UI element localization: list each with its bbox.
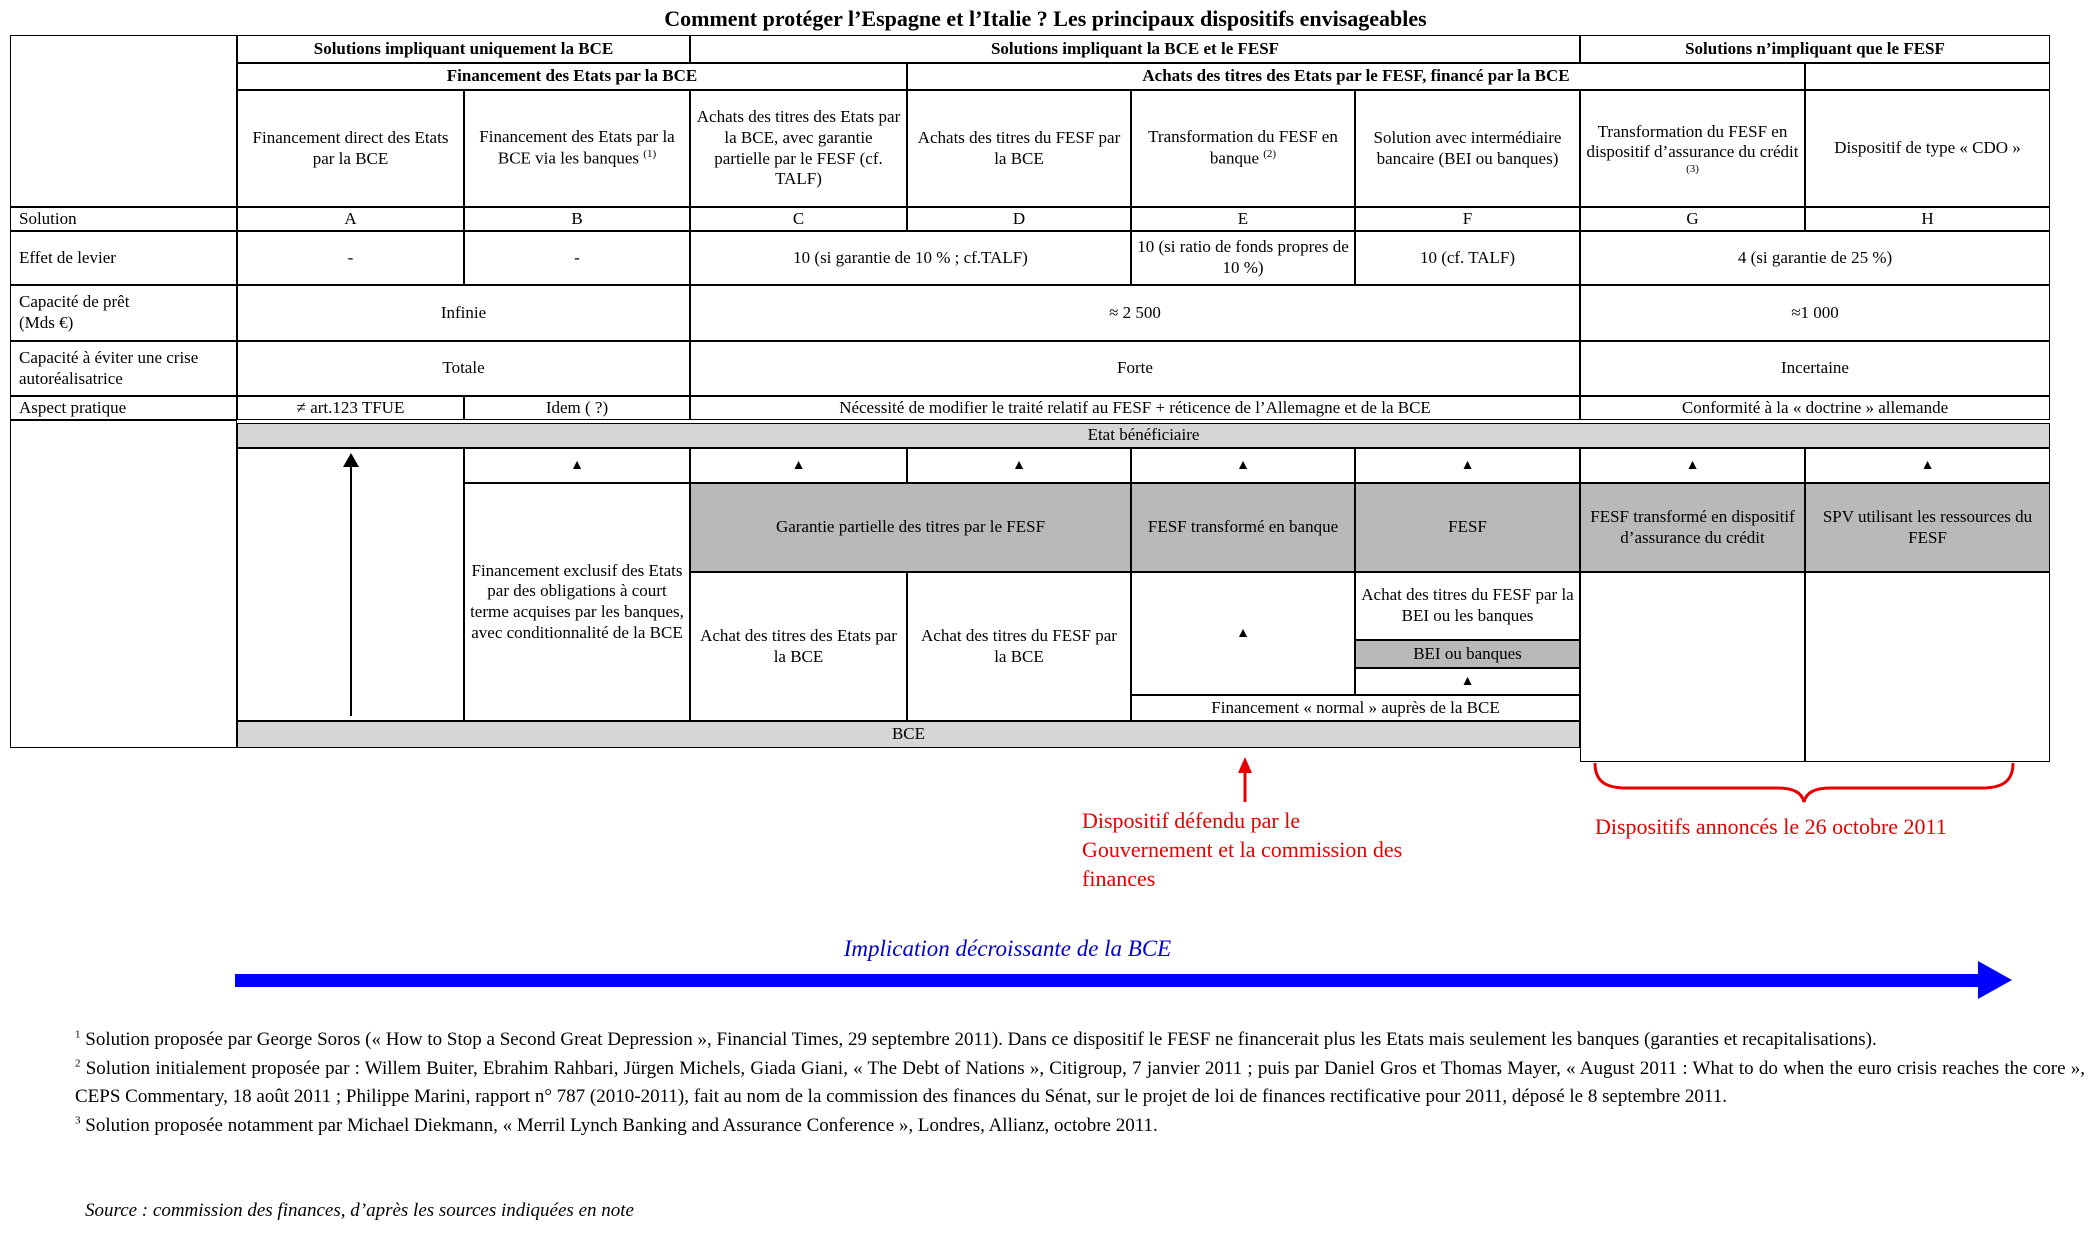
up-triangle-icon: ▲ <box>1131 572 1355 695</box>
footnote-3 <box>75 1112 2085 1141</box>
achat-titres-fesf-bei-cell: Achat des titres du FESF par la BEI ou les banques <box>1355 572 1580 640</box>
footnote-2-sup: 2 <box>75 1057 81 1070</box>
col-desc-g: Transformation du FESF en dispositif d’assurance du crédit (3) <box>1580 90 1805 207</box>
fesf-assurance-credit-box: FESF transformé en dispositif d’assurance du crédit <box>1580 483 1805 572</box>
col-desc-h: Dispositif de type « CDO » <box>1805 90 2050 207</box>
achat-titres-etats-bce-cell: Achat des titres des Etats par la BCE <box>690 572 907 721</box>
levier-cd: 10 (si garantie de 10 % ; cf.TALF) <box>690 231 1131 285</box>
column-a-arrow-cell <box>237 448 464 721</box>
source-line: Source : commission des finances, d’après les sources indiquées en note <box>85 1200 634 1221</box>
footnotes <box>75 1026 2085 1140</box>
blue-arrow-shaft <box>235 974 1980 987</box>
capacite-ab: Infinie <box>237 285 690 341</box>
subheader-achats-fesf: Achats des titres des Etats par le FESF, financé par la BCE <box>907 63 1805 90</box>
blue-caption: Implication décroissante de la BCE <box>843 936 1172 961</box>
aspect-gh: Conformité à la « doctrine » allemande <box>1580 396 2050 420</box>
capacite-cf: ≈ 2 500 <box>690 285 1580 341</box>
bce-bar: BCE <box>237 721 1580 748</box>
row-label-levier: Effet de levier <box>10 231 237 285</box>
solution-letter-g: G <box>1580 207 1805 231</box>
solution-letter-h: H <box>1805 207 2050 231</box>
crise-cf: Forte <box>690 341 1580 396</box>
up-triangle-icon: ▲ <box>1805 448 2050 483</box>
up-triangle-icon: ▲ <box>464 448 690 483</box>
row-label-capacite: Capacité de prêt (Mds €) <box>10 285 237 341</box>
page-title: Comment protéger l’Espagne et l’Italie ? Les principaux dispositifs envisageables <box>664 6 1427 31</box>
levier-gh: 4 (si garantie de 25 %) <box>1580 231 2050 285</box>
crise-ab: Totale <box>237 341 690 396</box>
spv-ressources-fesf-box: SPV utilisant les ressources du FESF <box>1805 483 2050 572</box>
capacite-gh: ≈1 000 <box>1580 285 2050 341</box>
solution-letter-f: F <box>1355 207 1580 231</box>
col-desc-d: Achats des titres du FESF par la BCE <box>907 90 1131 207</box>
etat-beneficiaire-bar: Etat bénéficiaire <box>237 423 2050 448</box>
levier-b: - <box>464 231 690 285</box>
levier-f: 10 (cf. TALF) <box>1355 231 1580 285</box>
row-label-aspect: Aspect pratique <box>10 396 237 420</box>
red-note-left: Dispositif défendu par le Gouvernement et la commission des finances <box>1082 808 1403 892</box>
row-label-solution: Solution <box>10 207 237 231</box>
col-desc-e: Transformation du FESF en banque $^{(2)}$ <box>1131 90 1355 207</box>
group-header-fesf-only: Solutions n’impliquant que le FESF <box>1580 35 2050 63</box>
column-g-empty-cell <box>1580 572 1805 762</box>
column-h-empty-cell <box>1805 572 2050 762</box>
up-triangle-icon: ▲ <box>1580 448 1805 483</box>
row-label-crise: Capacité à éviter une crise autoréalisatrice <box>10 341 237 396</box>
red-note-right: Dispositifs annoncés le 26 octobre 2011 <box>1595 814 1947 839</box>
footnote-3-text: Solution proposée notamment par Michael Diekmann, « Merril Lynch Banking and Assurance Conference », Londres, Allianz, octobre 2011. <box>85 1114 1158 1136</box>
col-desc-c: Achats des titres des Etats par la BCE, avec garantie partielle par le FESF (cf. TALF) <box>690 90 907 207</box>
solution-letter-b: B <box>464 207 690 231</box>
footnote-2-text: Solution initialement proposée par : Willem Buiter, Ebrahim Rahbari, Jürgen Michels, Giada Giani, « The Debt of Nations », Citigroup, 7 janvier 2011 ; puis par Daniel Gros et Thomas Mayer, « August 2011 : What to do when the euro crisis reaches the core », CEPS Commentary, 18 août 2011 ; Philippe Marini, rapport n° 787 (2010-2011), fait au nom de la commission des finances du Sénat, sur le projet de loi de finances rectificative pour 2011, déposé le 8 septembre 2011. <box>75 1057 2086 1107</box>
up-triangle-icon: ▲ <box>1131 448 1355 483</box>
solution-letter-c: C <box>690 207 907 231</box>
up-triangle-icon: ▲ <box>907 448 1131 483</box>
group-header-bce-only: Solutions impliquant uniquement la BCE <box>237 35 690 63</box>
garantie-partielle-box: Garantie partielle des titres par le FESF <box>690 483 1131 572</box>
levier-e: 10 (si ratio de fonds propres de 10 %) <box>1131 231 1355 285</box>
col-desc-b: Financement des Etats par la BCE via les banques $^{(1)}$ <box>464 90 690 207</box>
footnote-1-text: Solution proposée par George Soros (« How to Stop a Second Great Depression », Financial Times, 29 septembre 2011). Dans ce dispositif le FESF ne financerait plus les Etats mais seulement les banques (garanties et recapitalisations). <box>85 1029 1877 1050</box>
col-desc-a: Financement direct des Etats par la BCE <box>237 90 464 207</box>
group-header-bce-fesf: Solutions impliquant la BCE et le FESF <box>690 35 1580 63</box>
red-curly-brace-icon <box>1592 760 2016 806</box>
up-triangle-icon: ▲ <box>690 448 907 483</box>
aspect-a: ≠ art.123 TFUE <box>237 396 464 420</box>
achat-titres-fesf-bce-cell: Achat des titres du FESF par la BCE <box>907 572 1131 721</box>
financement-normal-bar: Financement « normal » auprès de la BCE <box>1131 695 1580 721</box>
crise-gh: Incertaine <box>1580 341 2050 396</box>
subheader-empty-cell <box>1805 63 2050 90</box>
subheader-financement-bce: Financement des Etats par la BCE <box>237 63 907 90</box>
fesf-transforme-banque-box: FESF transformé en banque <box>1131 483 1355 572</box>
top-left-empty-cell <box>10 35 237 207</box>
footnote-2 <box>75 1055 2085 1112</box>
financement-exclusif-box: Financement exclusif des Etats par des obligations à court terme acquises par les banques, avec conditionnalité de la BCE <box>464 483 690 721</box>
footnote-3-sup: 3 <box>75 1114 81 1127</box>
aspect-b: Idem ( ?) <box>464 396 690 420</box>
footnote-1 <box>75 1026 2085 1055</box>
blue-arrow-head-icon <box>1978 961 2012 999</box>
levier-a: - <box>237 231 464 285</box>
bei-ou-banques-bar: BEI ou banques <box>1355 640 1580 668</box>
up-triangle-icon: ▲ <box>1355 668 1580 695</box>
aspect-cf: Nécessité de modifier le traité relatif au FESF + réticence de l’Allemagne et de la BCE <box>690 396 1580 420</box>
solution-letter-d: D <box>907 207 1131 231</box>
solution-letter-e: E <box>1131 207 1355 231</box>
up-triangle-icon: ▲ <box>1355 448 1580 483</box>
diagram-left-empty-cell <box>10 420 237 748</box>
solution-letter-a: A <box>237 207 464 231</box>
fesf-box: FESF <box>1355 483 1580 572</box>
footnote-1-sup: 1 <box>75 1028 81 1041</box>
col-desc-f: Solution avec intermédiaire bancaire (BEI ou banques) <box>1355 90 1580 207</box>
red-up-arrow-icon <box>1225 756 1265 804</box>
